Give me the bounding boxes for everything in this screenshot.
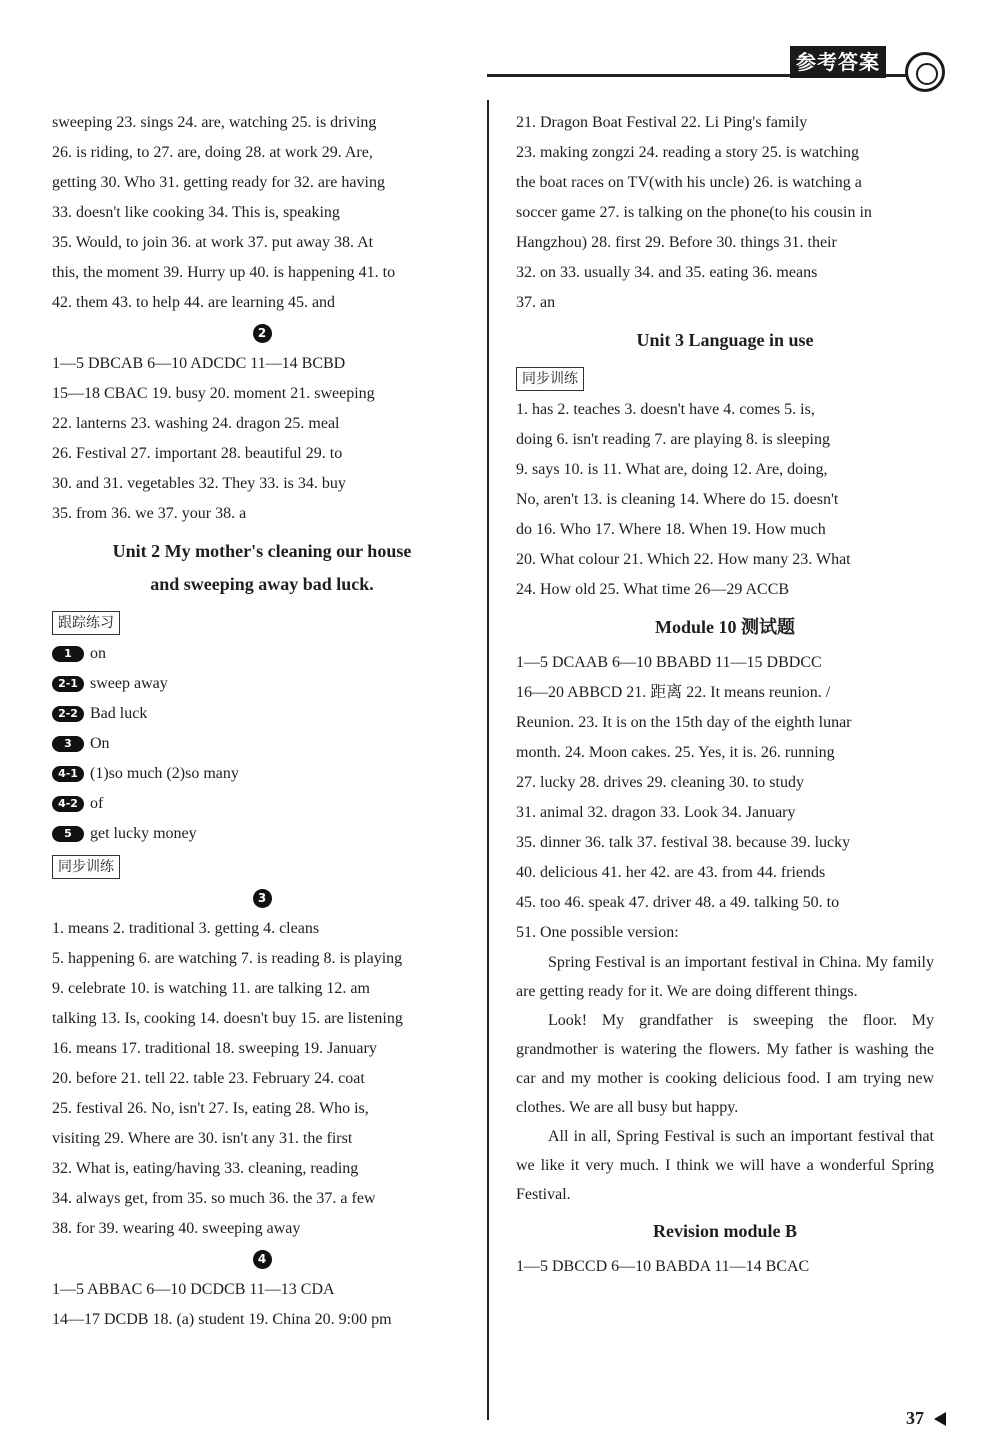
essay-paragraph: Spring Festival is an important festival in China. My family are getting ready for it. We are doing different things. bbox=[516, 954, 934, 1000]
revision-module-b-title: Revision module B bbox=[652, 1221, 798, 1241]
module-10-title: Module 10 测试题 bbox=[654, 617, 795, 637]
unit-2-title-line-1: Unit 2 My mother's cleaning our house bbox=[112, 541, 412, 561]
section-2-answers bbox=[52, 349, 472, 529]
item-text: (1)so much (2)so many bbox=[90, 765, 239, 782]
item-text: of bbox=[90, 795, 104, 812]
item-tag: 1 bbox=[52, 646, 84, 662]
answer-line: No, aren't 13. is cleaning 14. Where do 15. doesn't bbox=[516, 491, 839, 508]
answer-line: the boat races on TV(with his uncle) 26. is watching a bbox=[516, 174, 862, 191]
unit-3-title: Unit 3 Language in use bbox=[636, 330, 814, 350]
answer-line: 1. has 2. teaches 3. doesn't have 4. comes 5. is, bbox=[516, 401, 815, 418]
essay-paragraph: Look! My grandfather is sweeping the floor. My grandmother is watering the flowers. My father is washing the car and my mother is cooking delicious food. I am trying new clothes. We are all busy but happy. bbox=[516, 1012, 934, 1116]
page-number: 37 bbox=[906, 1408, 924, 1428]
answer-line: 22. lanterns 23. washing 24. dragon 25. meal bbox=[52, 415, 340, 432]
section-label-tong: 同步训练 bbox=[52, 855, 120, 879]
answer-line: sweeping 23. sings 24. are, watching 25. is driving bbox=[52, 114, 377, 131]
page-arrow-icon bbox=[934, 1412, 946, 1426]
answer-line: 25. festival 26. No, isn't 27. Is, eating 28. Who is, bbox=[52, 1100, 369, 1117]
unit-2-title-line-2: and sweeping away bad luck. bbox=[150, 574, 374, 594]
answer-line: 16. means 17. traditional 18. sweeping 19. January bbox=[52, 1040, 377, 1057]
left-column bbox=[52, 108, 472, 1335]
list-item bbox=[52, 729, 472, 759]
answer-line: 32. What is, eating/having 33. cleaning, reading bbox=[52, 1160, 359, 1177]
answer-line: Reunion. 23. It is on the 15th day of the eighth lunar bbox=[516, 714, 852, 731]
answer-line: 37. an bbox=[516, 294, 556, 311]
column-divider bbox=[487, 100, 489, 1420]
answer-line: month. 24. Moon cakes. 25. Yes, it is. 26. running bbox=[516, 744, 835, 761]
item-tag: 2-2 bbox=[52, 706, 84, 722]
item-text: Bad luck bbox=[90, 705, 148, 722]
answer-line: 9. says 10. is 11. What are, doing 12. Are, doing, bbox=[516, 461, 828, 478]
essay-paragraph: All in all, Spring Festival is such an important festival that we like it very much. I think we will have a wonderful Spring Festival. bbox=[516, 1128, 934, 1203]
section-number-2: 2 bbox=[253, 324, 272, 343]
answer-line: 20. What colour 21. Which 22. How many 23. What bbox=[516, 551, 851, 568]
answer-line: 1. means 2. traditional 3. getting 4. cleans bbox=[52, 920, 320, 937]
answer-line: 51. One possible version: bbox=[516, 924, 679, 941]
unit-2-title bbox=[52, 535, 472, 601]
section-label-gen: 跟踪练习 bbox=[52, 611, 120, 635]
item-text: sweep away bbox=[90, 675, 168, 692]
answer-line: 24. How old 25. What time 26—29 ACCB bbox=[516, 581, 790, 598]
answer-line: 35. Would, to join 36. at work 37. put away 38. At bbox=[52, 234, 374, 251]
answer-line: 20. before 21. tell 22. table 23. February 24. coat bbox=[52, 1070, 365, 1087]
answer-line: 9. celebrate 10. is watching 11. are talking 12. am bbox=[52, 980, 370, 997]
answer-line: 26. Festival 27. important 28. beautiful 29. to bbox=[52, 445, 343, 462]
answer-line: visiting 29. Where are 30. isn't any 31. the first bbox=[52, 1130, 353, 1147]
answer-line: 35. from 36. we 37. your 38. a bbox=[52, 505, 247, 522]
answer-line: doing 6. isn't reading 7. are playing 8. is sleeping bbox=[516, 431, 830, 448]
list-item bbox=[52, 669, 472, 699]
answer-line: 1—5 DBCCD 6—10 BABDA 11—14 BCAC bbox=[516, 1258, 810, 1275]
item-text: on bbox=[90, 645, 106, 662]
list-item bbox=[52, 699, 472, 729]
item-tag: 3 bbox=[52, 736, 84, 752]
section-number-4: 4 bbox=[253, 1250, 272, 1269]
item-tag: 2-1 bbox=[52, 676, 84, 692]
section-4-answers bbox=[52, 1275, 472, 1335]
answer-line: 21. Dragon Boat Festival 22. Li Ping's family bbox=[516, 114, 808, 131]
section-3-answers bbox=[52, 914, 472, 1244]
answer-line: 15—18 CBAC 19. busy 20. moment 21. sweeping bbox=[52, 385, 375, 402]
answer-line: 27. lucky 28. drives 29. cleaning 30. to study bbox=[516, 774, 804, 791]
answer-line: 45. too 46. speak 47. driver 48. a 49. talking 50. to bbox=[516, 894, 840, 911]
item-text: get lucky money bbox=[90, 825, 197, 842]
right-column bbox=[516, 108, 934, 1282]
answer-line: 35. dinner 36. talk 37. festival 38. because 39. lucky bbox=[516, 834, 851, 851]
left-top-answers bbox=[52, 108, 472, 318]
answer-line: Hangzhou) 28. first 29. Before 30. things 31. their bbox=[516, 234, 837, 251]
answer-line: talking 13. Is, cooking 14. doesn't buy 15. are listening bbox=[52, 1010, 403, 1027]
answer-line: 23. making zongzi 24. reading a story 25. is watching bbox=[516, 144, 860, 161]
answer-line: 1—5 DCAAB 6—10 BBABD 11—15 DBDCC bbox=[516, 654, 822, 671]
unit-3-answers bbox=[516, 395, 934, 605]
answer-line: 16—20 ABBCD 21. 距离 22. It means reunion. / bbox=[516, 684, 831, 701]
emblem-icon bbox=[905, 52, 945, 92]
list-item bbox=[52, 759, 472, 789]
answer-line: do 16. Who 17. Where 18. When 19. How much bbox=[516, 521, 826, 538]
answer-line: 32. on 33. usually 34. and 35. eating 36. means bbox=[516, 264, 818, 281]
answer-line: 34. always get, from 35. so much 36. the 37. a few bbox=[52, 1190, 376, 1207]
answer-line: this, the moment 39. Hurry up 40. is happening 41. to bbox=[52, 264, 396, 281]
header-title: 参考答案 bbox=[790, 46, 886, 78]
answer-line: 26. is riding, to 27. are, doing 28. at work 29. Are, bbox=[52, 144, 373, 161]
module-10-answers bbox=[516, 648, 934, 948]
answer-line: 5. happening 6. are watching 7. is reading 8. is playing bbox=[52, 950, 403, 967]
section-number-3: 3 bbox=[253, 889, 272, 908]
item-tag: 5 bbox=[52, 826, 84, 842]
answer-line: 1—5 ABBAC 6—10 DCDCB 11—13 CDA bbox=[52, 1281, 335, 1298]
list-item bbox=[52, 639, 472, 669]
answer-line: getting 30. Who 31. getting ready for 32. are having bbox=[52, 174, 385, 191]
answer-line: soccer game 27. is talking on the phone(to his cousin in bbox=[516, 204, 872, 221]
answer-line: 33. doesn't like cooking 34. This is, speaking bbox=[52, 204, 340, 221]
right-top-answers bbox=[516, 108, 934, 318]
list-item bbox=[52, 789, 472, 819]
item-text: On bbox=[90, 735, 110, 752]
section-label-tong: 同步训练 bbox=[516, 367, 584, 391]
answer-line: 38. for 39. wearing 40. sweeping away bbox=[52, 1220, 301, 1237]
answer-line: 40. delicious 41. her 42. are 43. from 44. friends bbox=[516, 864, 826, 881]
item-tag: 4-1 bbox=[52, 766, 84, 782]
list-item bbox=[52, 819, 472, 849]
answer-line: 42. them 43. to help 44. are learning 45. and bbox=[52, 294, 336, 311]
answer-line: 30. and 31. vegetables 32. They 33. is 34. buy bbox=[52, 475, 346, 492]
item-tag: 4-2 bbox=[52, 796, 84, 812]
answer-line: 31. animal 32. dragon 33. Look 34. January bbox=[516, 804, 796, 821]
sample-essay bbox=[516, 948, 934, 1209]
answer-line: 14—17 DCDB 18. (a) student 19. China 20. 9:00 pm bbox=[52, 1311, 392, 1328]
answer-line: 1—5 DBCAB 6—10 ADCDC 11—14 BCBD bbox=[52, 355, 346, 372]
gen-items bbox=[52, 639, 472, 849]
